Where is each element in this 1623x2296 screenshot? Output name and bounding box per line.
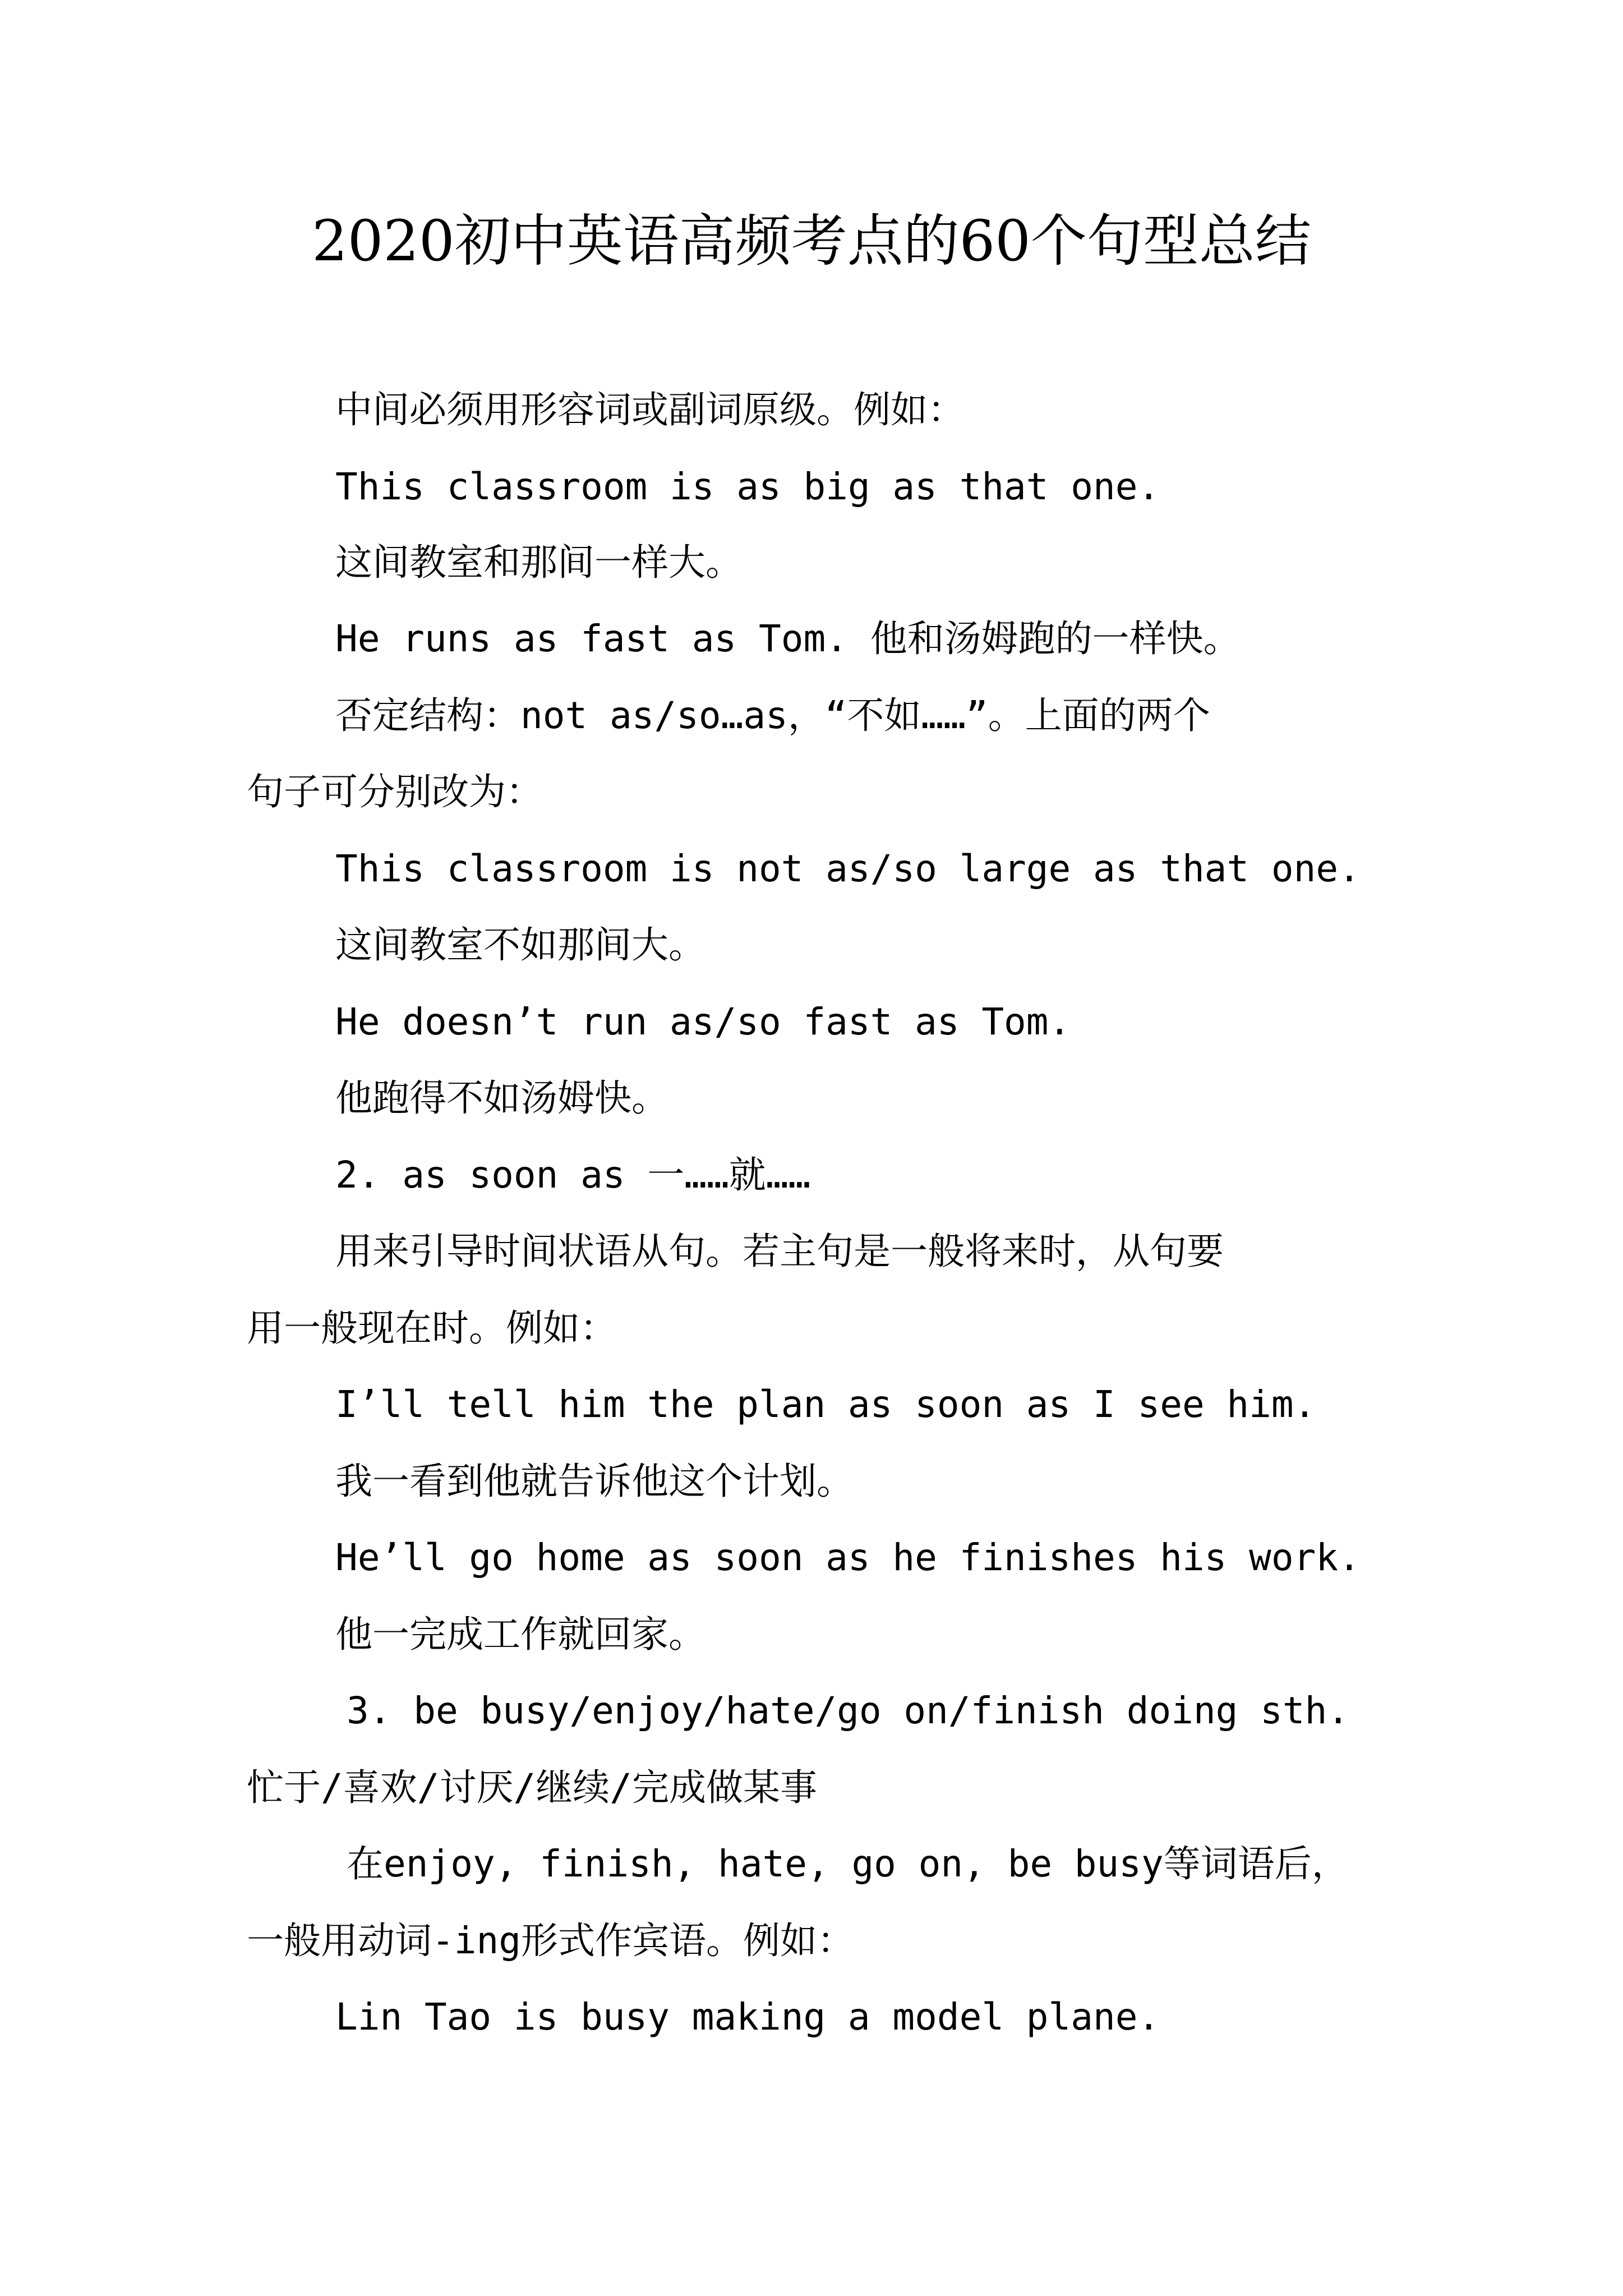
text-line: 他跑得不如汤姆快。: [335, 1076, 668, 1120]
text-line: This classroom is not as/so large as that one.: [335, 847, 1361, 890]
text-line: He doesn’t run as/so fast as Tom.: [335, 1000, 1071, 1043]
text-line: He runs as fast as Tom. 他和汤姆跑的一样快。: [335, 617, 1241, 660]
text-line: 他一完成工作就回家。: [335, 1613, 706, 1656]
text-line: 用来引导时间状语从句。若主句是一般将来时，从句要: [335, 1230, 1224, 1273]
text-line: 这间教室不如那间大。: [335, 923, 706, 967]
text-line: 一般用动词-ing形式作宾语。例如：: [247, 1919, 854, 1962]
text-line: 我一看到他就告诉他这个计划。: [335, 1460, 854, 1503]
text-line: 在enjoy, finish, hate, go on, be busy等词语后，: [347, 1842, 1349, 1885]
text-line: 用一般现在时。例如：: [247, 1306, 617, 1350]
text-line: He’ll go home as soon as he finishes his work.: [335, 1536, 1361, 1579]
text-line: 忙于/喜欢/讨厌/继续/完成做某事: [247, 1766, 817, 1809]
section-heading: 2. as soon as 一……就……: [335, 1153, 811, 1197]
section-heading: 3. be busy/enjoy/hate/go on/finish doing sth.: [347, 1689, 1350, 1732]
text-line: 否定结构：not as/so…as，“不如……”。上面的两个: [335, 694, 1210, 737]
text-line: 中间必须用形容词或副词原级。例如：: [335, 388, 965, 431]
text-line: This classroom is as big as that one.: [335, 465, 1160, 508]
text-line: 这间教室和那间一样大。: [335, 541, 743, 584]
document-title: 2020初中英语高频考点的60个句型总结: [312, 208, 1311, 274]
text-line: Lin Tao is busy making a model plane.: [335, 1995, 1160, 2039]
text-line: I’ll tell him the plan as soon as I see him.: [335, 1383, 1316, 1426]
text-line: 句子可分别改为：: [247, 770, 543, 813]
